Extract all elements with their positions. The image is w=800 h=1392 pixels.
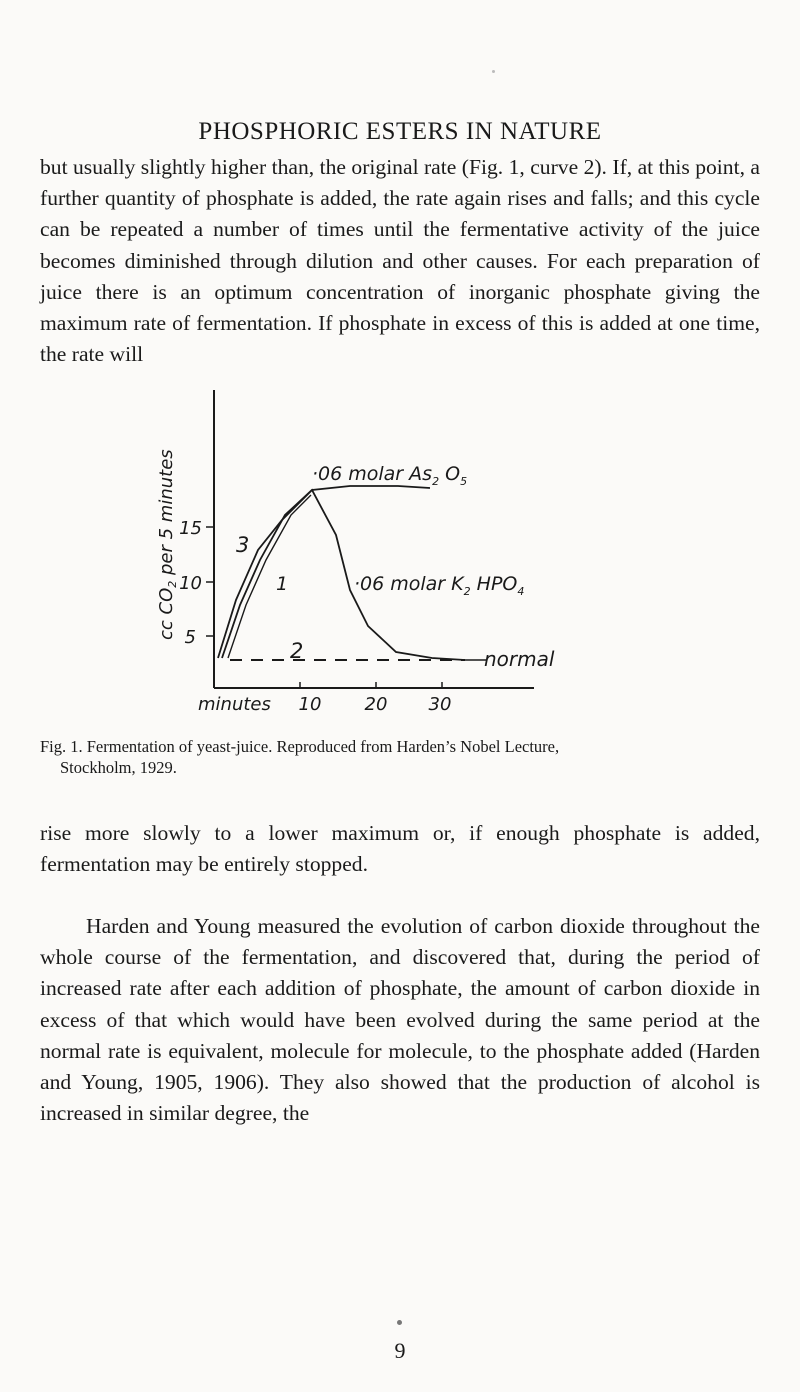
figure-1 <box>140 390 660 720</box>
caption-line-2: Stockholm, 1929. <box>60 758 177 777</box>
x-tick-label-30: 30 <box>428 694 452 715</box>
caption-line-1: Fig. 1. Fermentation of yeast-juice. Reproduced from Harden’s Nobel Lecture, <box>40 737 560 756</box>
page-number: 9 <box>394 1338 406 1363</box>
paragraph-2: rise more slowly to a lower maximum or, if enough phosphate is added, fermentation may be entirely stopped. <box>40 821 760 877</box>
running-header: PHOSPHORIC ESTERS IN NATURE <box>198 118 602 145</box>
label-phosphate: ·06 molar $K_2$ $HPO_4$ <box>354 573 525 598</box>
y-tick-label-10: 10 <box>179 573 202 594</box>
print-dot <box>397 1320 402 1325</box>
paragraph-3: Harden and Young measured the evolution of carbon dioxide throughout the whole course of the fermentation, and discovered that, during the period of increased rate after each addition of phosphate, the amount of carbon dioxide in excess of that which would have been evolved during the same period at the normal rate is equivalent, molecule for molecule, to the phosphate added (Harden and Young, 1905, 1906). They also showed that the production of alcohol is increased in similar degree, the <box>40 914 760 1126</box>
fermentation-chart <box>140 390 660 720</box>
paragraph-1: but usually slightly higher than, the original rate (Fig. 1, curve 2). If, at this point, a further quantity of phosphate is added, the rate again rises and falls; and this cycle can be repeated a number of times until the fermentative activity of the juice becomes diminished through dilution and other causes. For each preparation of juice there is an optimum concentration of inorganic phosphate giving the maximum rate of fermentation. If phosphate in excess of this is added at one time, the rate will <box>40 155 760 367</box>
curve-number-3: 3 <box>236 533 250 557</box>
y-tick-label-15: 15 <box>179 518 202 539</box>
curve-number-2: 2 <box>290 639 304 663</box>
curve-number-1: 1 <box>276 573 289 595</box>
label-arsenate: ·06 molar $As_2$ $O_5$ <box>312 463 468 488</box>
figure-caption <box>40 736 760 778</box>
y-axis-label: cc $CO_2$ per 5 minutes <box>156 449 179 640</box>
print-speck <box>492 70 495 73</box>
label-normal: normal <box>484 647 555 671</box>
curve-phosphate-inner <box>228 495 311 658</box>
y-tick-label-5: 5 <box>184 627 196 648</box>
x-tick-label-20: 20 <box>364 694 388 715</box>
x-tick-label-10: 10 <box>298 694 322 715</box>
x-axis-label: minutes <box>198 694 271 715</box>
